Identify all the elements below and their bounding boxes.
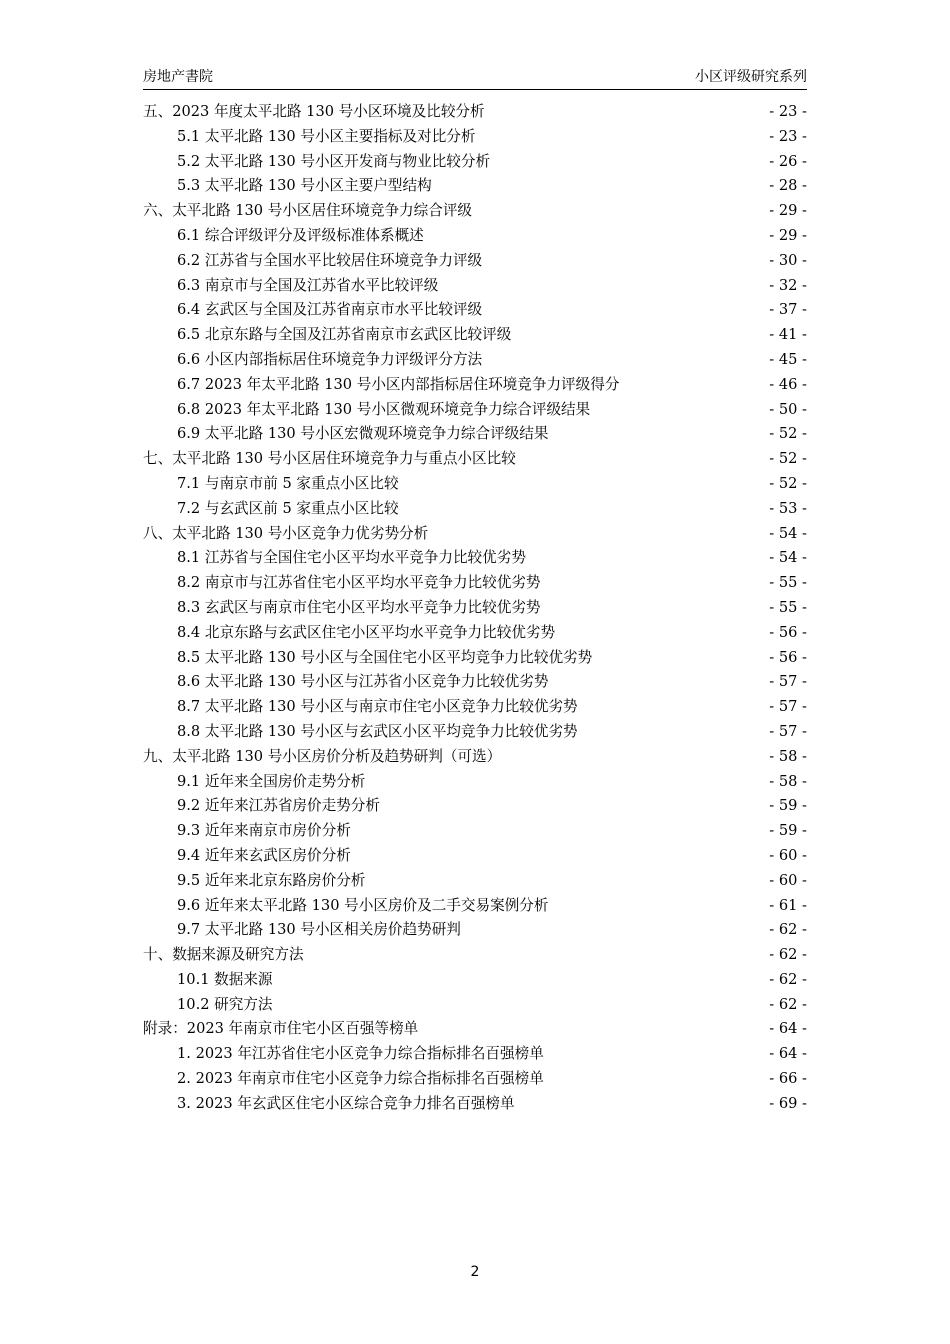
toc-section-entry[interactable]	[143, 844, 807, 869]
toc-chapter-entry[interactable]	[143, 745, 807, 770]
toc-entry-label: 7.1 与南京市前 5 家重点小区比较	[177, 474, 399, 492]
toc-entry-page: - 58 -	[769, 772, 807, 790]
toc-entry-label: 6.4 玄武区与全国及江苏省南京市水平比较评级	[177, 301, 483, 319]
toc-section-entry[interactable]	[143, 1092, 807, 1117]
toc-section-entry[interactable]	[143, 918, 807, 943]
toc-entry-page: - 29 -	[769, 226, 807, 244]
toc-entry-page: - 37 -	[769, 301, 807, 319]
toc-section-entry[interactable]	[143, 125, 807, 150]
toc-chapter-entry[interactable]	[143, 1017, 807, 1042]
toc-entry-page: - 50 -	[769, 400, 807, 418]
toc-section-entry[interactable]	[143, 224, 807, 249]
toc-entry-label: 6.2 江苏省与全国水平比较居住环境竞争力评级	[177, 251, 483, 269]
toc-entry-label: 6.9 太平北路 130 号小区宏微观环境竞争力综合评级结果	[177, 425, 549, 443]
toc-entry-page: - 62 -	[769, 970, 807, 988]
toc-entry-label: 3. 2023 年玄武区住宅小区综合竞争力排名百强榜单	[177, 1094, 515, 1112]
toc-entry-label: 8.3 玄武区与南京市住宅小区平均水平竞争力比较优劣势	[177, 598, 541, 616]
toc-entry-page: - 55 -	[769, 574, 807, 592]
toc-entry-page: - 55 -	[769, 598, 807, 616]
toc-entry-label: 5.3 太平北路 130 号小区主要户型结构	[177, 177, 432, 195]
toc-entry-label: 8.2 南京市与江苏省住宅小区平均水平竞争力比较优劣势	[177, 574, 541, 592]
toc-section-entry[interactable]	[143, 348, 807, 373]
toc-entry-page: - 30 -	[769, 251, 807, 269]
header-publisher: 房地产書院	[143, 69, 213, 85]
toc-entry-label: 6.1 综合评级评分及评级标准体系概述	[177, 226, 424, 244]
table-of-contents	[143, 100, 807, 1117]
page-header	[143, 67, 807, 90]
toc-entry-page: - 45 -	[769, 350, 807, 368]
toc-entry-page: - 23 -	[769, 103, 807, 120]
toc-entry-page: - 62 -	[769, 921, 807, 939]
toc-entry-page: - 59 -	[769, 822, 807, 840]
toc-entry-page: - 52 -	[769, 474, 807, 492]
toc-section-entry[interactable]	[143, 398, 807, 423]
header-series-title: 小区评级研究系列	[695, 69, 807, 85]
toc-section-entry[interactable]	[143, 670, 807, 695]
toc-entry-page: - 32 -	[769, 276, 807, 294]
toc-entry-page: - 53 -	[769, 499, 807, 517]
toc-entry-label: 5.1 太平北路 130 号小区主要指标及对比分析	[177, 127, 476, 145]
toc-entry-page: - 69 -	[769, 1094, 807, 1112]
toc-entry-page: - 46 -	[769, 375, 807, 393]
toc-chapter-entry[interactable]	[143, 522, 807, 547]
toc-entry-label: 六、太平北路 130 号小区居住环境竞争力综合评级	[143, 202, 473, 220]
toc-entry-label: 9.7 太平北路 130 号小区相关房价趋势研判	[177, 921, 461, 939]
toc-entry-page: - 62 -	[769, 946, 807, 964]
toc-entry-label: 8.8 太平北路 130 号小区与玄武区小区平均竞争力比较优劣势	[177, 722, 578, 740]
toc-section-entry[interactable]	[143, 497, 807, 522]
toc-entry-page: - 29 -	[769, 202, 807, 220]
toc-entry-label: 6.6 小区内部指标居住环境竞争力评级评分方法	[177, 350, 483, 368]
toc-entry-label: 10.1 数据来源	[177, 970, 273, 988]
toc-entry-page: - 56 -	[769, 648, 807, 666]
toc-entry-page: - 52 -	[769, 450, 807, 468]
toc-section-entry[interactable]	[143, 274, 807, 299]
toc-section-entry[interactable]	[143, 819, 807, 844]
toc-entry-label: 10.2 研究方法	[177, 995, 273, 1013]
toc-entry-page: - 57 -	[769, 698, 807, 716]
toc-entry-page: - 54 -	[769, 524, 807, 542]
toc-section-entry[interactable]	[143, 472, 807, 497]
toc-entry-label: 9.6 近年来太平北路 130 号小区房价及二手交易案例分析	[177, 896, 549, 914]
toc-section-entry[interactable]	[143, 546, 807, 571]
toc-section-entry[interactable]	[143, 968, 807, 993]
toc-section-entry[interactable]	[143, 894, 807, 919]
toc-section-entry[interactable]	[143, 695, 807, 720]
toc-entry-page: - 54 -	[769, 549, 807, 567]
toc-section-entry[interactable]	[143, 422, 807, 447]
toc-section-entry[interactable]	[143, 298, 807, 323]
toc-entry-label: 5.2 太平北路 130 号小区开发商与物业比较分析	[177, 152, 491, 170]
toc-section-entry[interactable]	[143, 596, 807, 621]
toc-section-entry[interactable]	[143, 621, 807, 646]
toc-section-entry[interactable]	[143, 571, 807, 596]
toc-entry-page: - 64 -	[769, 1045, 807, 1063]
toc-entry-label: 9.2 近年来江苏省房价走势分析	[177, 797, 380, 815]
toc-entry-page: - 57 -	[769, 673, 807, 691]
toc-entry-label: 6.5 北京东路与全国及江苏省南京市玄武区比较评级	[177, 326, 512, 344]
toc-section-entry[interactable]	[143, 720, 807, 745]
toc-section-entry[interactable]	[143, 1067, 807, 1092]
toc-section-entry[interactable]	[143, 373, 807, 398]
toc-entry-label: 七、太平北路 130 号小区居住环境竞争力与重点小区比较	[143, 450, 516, 468]
toc-entry-label: 8.4 北京东路与玄武区住宅小区平均水平竞争力比较优劣势	[177, 623, 556, 641]
toc-entry-label: 8.7 太平北路 130 号小区与南京市住宅小区竞争力比较优劣势	[177, 698, 578, 716]
toc-entry-label: 8.5 太平北路 130 号小区与全国住宅小区平均竞争力比较优劣势	[177, 648, 593, 666]
toc-section-entry[interactable]	[143, 646, 807, 671]
toc-chapter-entry[interactable]	[143, 100, 807, 125]
toc-entry-page: - 52 -	[769, 425, 807, 443]
toc-section-entry[interactable]	[143, 174, 807, 199]
toc-entry-label: 9.3 近年来南京市房价分析	[177, 822, 351, 840]
toc-entry-label: 1. 2023 年江苏省住宅小区竞争力综合指标排名百强榜单	[177, 1045, 544, 1063]
toc-entry-label: 8.6 太平北路 130 号小区与江苏省小区竞争力比较优劣势	[177, 673, 549, 691]
toc-entry-page: - 28 -	[769, 177, 807, 195]
toc-entry-label: 6.7 2023 年太平北路 130 号小区内部指标居住环境竞争力评级得分	[177, 375, 620, 393]
toc-entry-label: 附录：2023 年南京市住宅小区百强等榜单	[143, 1020, 419, 1038]
toc-entry-page: - 64 -	[769, 1020, 807, 1038]
toc-entry-page: - 60 -	[769, 846, 807, 864]
toc-entry-label: 五、2023 年度太平北路 130 号小区环境及比较分析	[143, 103, 485, 120]
toc-entry-page: - 41 -	[769, 326, 807, 344]
toc-entry-page: - 59 -	[769, 797, 807, 815]
toc-section-entry[interactable]	[143, 993, 807, 1018]
toc-entry-label: 7.2 与玄武区前 5 家重点小区比较	[177, 499, 399, 517]
toc-entry-label: 6.8 2023 年太平北路 130 号小区微观环境竞争力综合评级结果	[177, 400, 591, 418]
toc-section-entry[interactable]	[143, 150, 807, 175]
toc-entry-label: 6.3 南京市与全国及江苏省水平比较评级	[177, 276, 439, 294]
toc-section-entry[interactable]	[143, 869, 807, 894]
toc-entry-label: 十、数据来源及研究方法	[143, 946, 304, 964]
toc-section-entry[interactable]	[143, 770, 807, 795]
toc-entry-page: - 57 -	[769, 722, 807, 740]
toc-entry-page: - 66 -	[769, 1070, 807, 1088]
toc-entry-label: 9.4 近年来玄武区房价分析	[177, 846, 351, 864]
toc-entry-label: 8.1 江苏省与全国住宅小区平均水平竞争力比较优劣势	[177, 549, 526, 567]
toc-entry-page: - 62 -	[769, 995, 807, 1013]
toc-entry-page: - 58 -	[769, 747, 807, 765]
toc-chapter-entry[interactable]	[143, 199, 807, 224]
page-number: 2	[470, 1264, 480, 1280]
toc-entry-page: - 23 -	[769, 127, 807, 145]
toc-entry-page: - 60 -	[769, 871, 807, 889]
toc-section-entry[interactable]	[143, 249, 807, 274]
toc-entry-label: 9.5 近年来北京东路房价分析	[177, 871, 366, 889]
toc-entry-page: - 56 -	[769, 623, 807, 641]
toc-section-entry[interactable]	[143, 323, 807, 348]
toc-chapter-entry[interactable]	[143, 447, 807, 472]
toc-section-entry[interactable]	[143, 794, 807, 819]
toc-chapter-entry[interactable]	[143, 943, 807, 968]
toc-entry-label: 9.1 近年来全国房价走势分析	[177, 772, 366, 790]
toc-entry-label: 八、太平北路 130 号小区竞争力优劣势分析	[143, 524, 429, 542]
toc-entry-label: 2. 2023 年南京市住宅小区竞争力综合指标排名百强榜单	[177, 1070, 544, 1088]
toc-entry-page: - 61 -	[769, 896, 807, 914]
toc-section-entry[interactable]	[143, 1042, 807, 1067]
toc-entry-page: - 26 -	[769, 152, 807, 170]
toc-entry-label: 九、太平北路 130 号小区房价分析及趋势研判（可选）	[143, 747, 502, 765]
